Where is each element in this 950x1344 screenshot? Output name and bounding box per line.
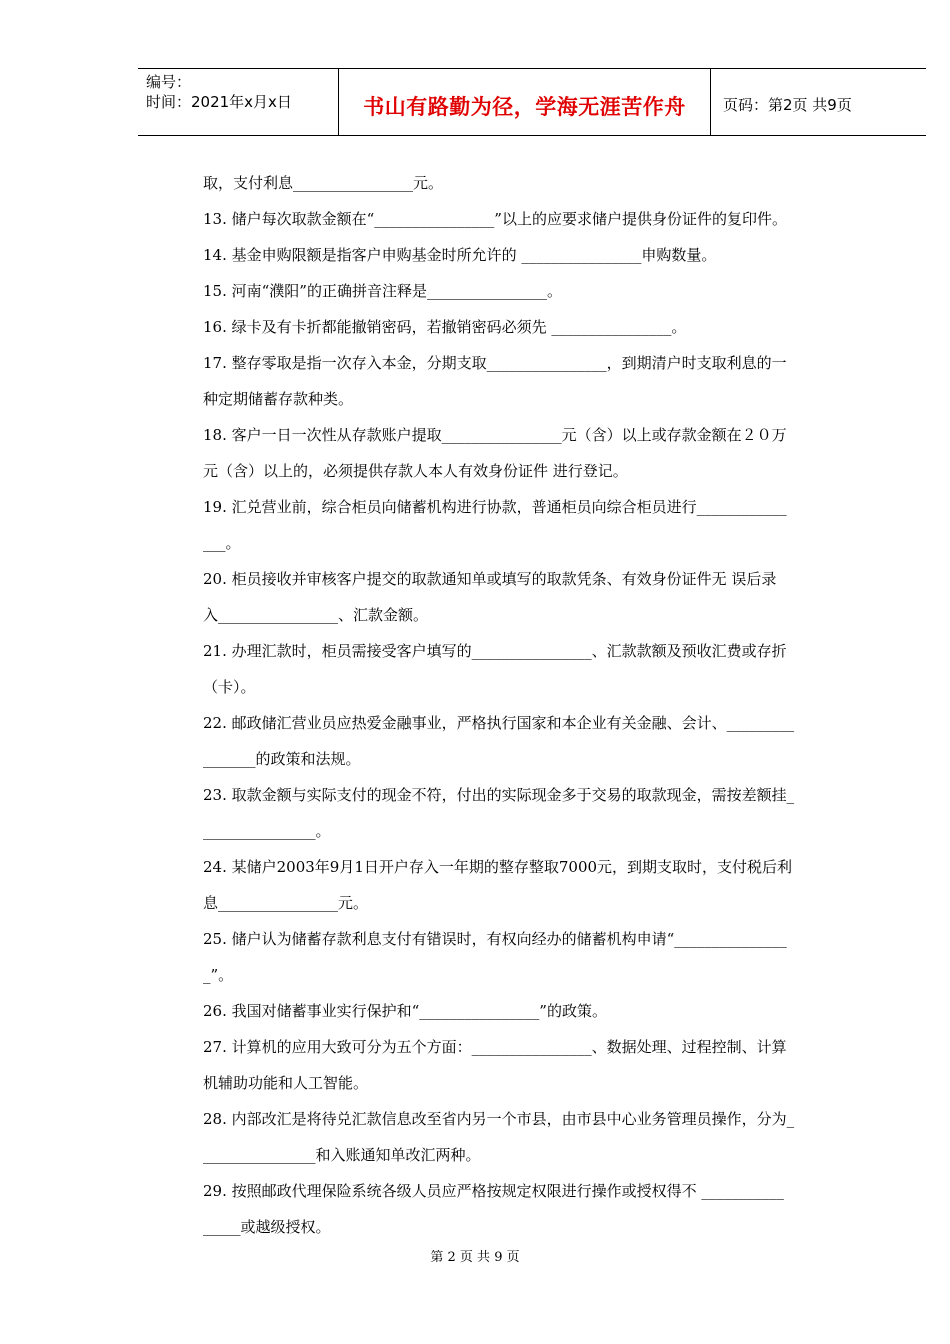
motto-text: 书山有路勤为径，学海无涯苦作舟 [363,95,686,119]
question-line: 元（含）以上的，必须提供存款人本人有效身份证件 进行登记。 [203,462,628,480]
question-line: 13. 储户每次取款金额在“________________”以上的应要求储户提供身份证件的复印件。 [203,210,787,228]
question-line: 19. 汇兑营业前，综合柜员向储蓄机构进行协款，普通柜员向综合柜员进行____________ [203,498,787,516]
question-line: （卡）。 [203,678,256,696]
question-line: 27. 计算机的应用大致可分为五个方面：________________、数据处理、过程控制、计算 [203,1038,787,1056]
question-line: 16. 绿卡及有卡折都能撤销密码，若撤销密码必须先 ________________。 [203,318,687,336]
document-number-label: 编号： [146,73,192,91]
question-line: 息________________元。 [203,894,369,912]
question-line: 18. 客户一日一次性从存款账户提取________________元（含）以上或存款金额在２０万 [203,426,787,444]
question-line: 24. 某储户2003年9月1日开户存入一年期的整存整取7000元，到期支取时，支付税后利 [203,858,793,876]
question-line: 机辅助功能和人工智能。 [203,1074,369,1092]
page-header [138,68,926,136]
question-line: _____或越级授权。 [203,1218,331,1236]
question-line: 15. 河南“濮阳”的正确拼音注释是________________。 [203,282,562,300]
question-line: 29. 按照邮政代理保险系统各级人员应严格按规定权限进行操作或授权得不 ___________ [203,1182,784,1200]
question-line: 22. 邮政储汇营业员应热爱金融事业，严格执行国家和本企业有关金融、会计、_________ [203,714,795,732]
header-page-cell [711,69,926,135]
question-line: 种定期储蓄存款种类。 [203,390,354,408]
header-motto-cell [339,69,711,135]
question-line: 20. 柜员接收并审核客户提交的取款通知单或填写的取款凭条、有效身份证件无 误后录 [203,570,777,588]
question-line: 23. 取款金额与实际支付的现金不符，付出的实际现金多于交易的取款现金，需按差额挂_ [203,786,795,804]
question-line: 25. 储户认为储蓄存款利息支付有错误时，有权向经办的储蓄机构申请“_______________ [203,930,787,948]
page-number-info: 页码：第2页 共9页 [723,96,852,114]
document-time-label: 时间：2021年x月x日 [146,93,292,111]
question-line: 21. 办理汇款时，柜员需接受客户填写的________________、汇款款额及预收汇费或存折 [203,642,787,660]
question-line: 26. 我国对储蓄事业实行保护和“________________”的政策。 [203,1002,607,1020]
question-line: _______的政策和法规。 [203,750,361,768]
question-line: ___。 [203,534,241,552]
header-meta-cell [138,69,339,135]
question-line: 入________________、汇款金额。 [203,606,429,624]
question-line: _______________和入账通知单改汇两种。 [203,1146,481,1164]
question-line: _”。 [203,966,234,984]
question-line: 14. 基金申购限额是指客户申购基金时所允许的 ________________申购数量。 [203,246,717,264]
question-line: _______________。 [203,822,331,840]
question-line: 取，支付利息________________元。 [203,174,444,192]
question-line: 17. 整存零取是指一次存入本金，分期支取________________，到期清户时支取利息的一 [203,354,787,372]
page-footer: 第 2 页 共 9 页 [430,1250,520,1265]
question-list [203,165,859,1245]
question-line: 28. 内部改汇是将待兑汇款信息改至省内另一个市县，由市县中心业务管理员操作，分为_ [203,1110,795,1128]
